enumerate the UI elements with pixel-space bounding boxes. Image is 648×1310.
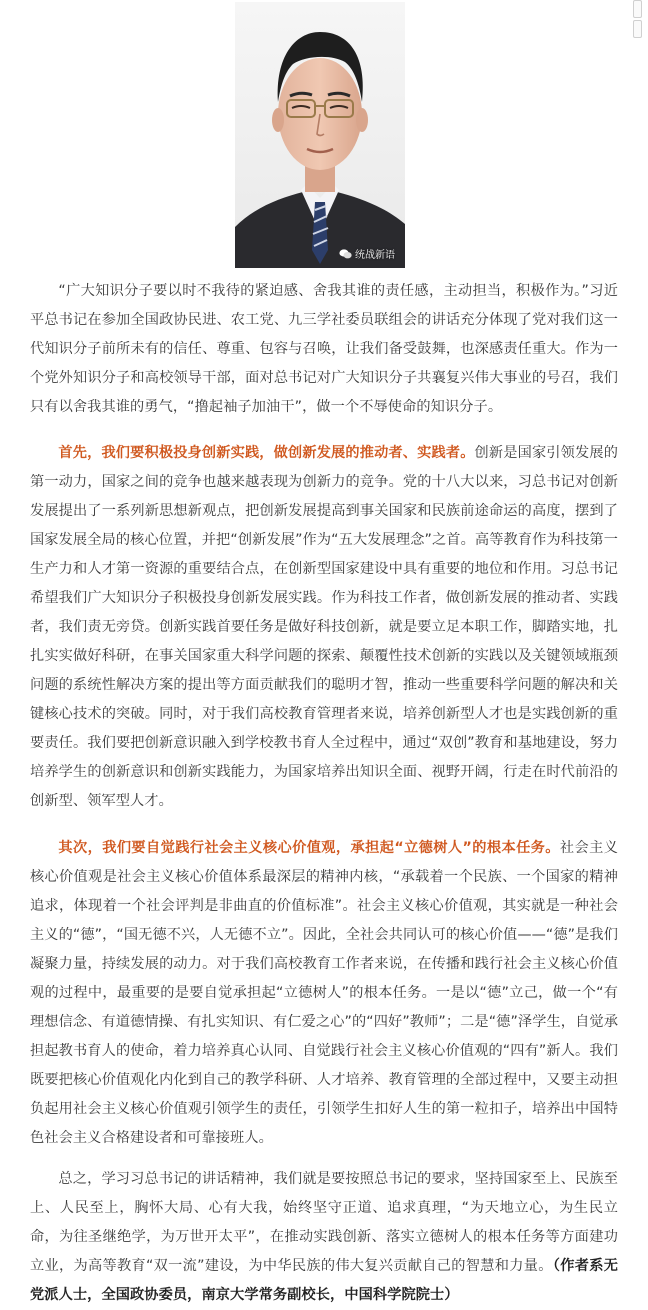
corner-mark-bottom xyxy=(633,20,642,38)
paragraph-text: “广大知识分子要以时不我待的紧迫感、舍我其谁的责任感，主动担当，积极作为。”习近平总书记在参加全国政协民进、农工党、九三学社委员联组会的讲话充分体现了党对我们这一代知识分子前所未有的信任、尊重、包容与召唤，让我们备受鼓舞，也深感责任重大。作为一个党外知识分子和高校领导干部，面对总书记对广大知识分子共襄复兴伟大事业的号召，我们只有以舍我其谁的勇气，“撸起袖子加油干”，做一个不辱使命的知识分子。 xyxy=(30,283,618,415)
paragraph-text: 创新是国家引领发展的第一动力，国家之间的竞争也越来越表现为创新力的竞争。党的十八大以来，习总书记对创新发展提出了一系列新思想新观点，把创新发展提高到事关国家和民族前途命运的高度，摆到了国家发展全局的核心位置，并把“创新发展”作为“五大发展理念”之首。高等教育作为科技第一生产力和人才第一资源的重要结合点，在创新型国家建设中具有重要的地位和作用。习总书记希望我们广大知识分子积极投身创新发展实践。作为科技工作者，做创新发展的推动者、实践者，我们责无旁贷。创新实践首要任务是做好科技创新，就是要立足本职工作，脚踏实地，扎扎实实做好科研，在事关国家重大科学问题的探索、颠覆性技术创新的实践以及关键领域瓶颈问题的系统性解决方案的提出等方面贡献我们的聪明才智，推动一些重要科学问题的解决和关键核心技术的突破。同时，对于我们高校教育管理者来说，培养创新型人才也是实践创新的重要责任。我们要把创新意识融入到学校教书育人全过程中，通过“双创”教育和基地建设，努力培养学生的创新意识和创新实践能力，为国家培养出知识全面、视野开阔，行走在时代前沿的创新型、领军型人才。 xyxy=(30,445,618,809)
paragraph-first-point xyxy=(30,439,618,816)
paragraph-second-point xyxy=(30,834,618,1153)
corner-mark-top xyxy=(633,0,642,18)
portrait-illustration xyxy=(235,2,405,268)
portrait-photo xyxy=(235,2,405,268)
paragraph-lead: 其次，我们要自觉践行社会主义核心价值观，承担起“立德树人”的根本任务。 xyxy=(58,840,560,856)
author-note: （作者系无党派人士，全国政协委员，南京大学常务副校长，中国科学院院士） xyxy=(30,1258,618,1303)
paragraph-conclusion xyxy=(30,1165,618,1310)
watermark-text: 统战新语 xyxy=(355,250,395,261)
paragraph-intro xyxy=(30,277,618,422)
watermark xyxy=(339,246,395,261)
paragraph-text: 总之，学习习总书记的讲话精神，我们就是要按照总书记的要求，坚持国家至上、民族至上、人民至上，胸怀大局、心有大我，始终坚守正道、追求真理，“为天地立心，为生民立命，为往圣继绝学，为万世开太平”，在推动实践创新、落实立德树人的根本任务等方面建功立业，为高等教育“双一流”建设，为中华民族的伟大复兴贡献自己的智慧和力量。 xyxy=(30,1171,618,1274)
wechat-icon xyxy=(339,249,352,259)
paragraph-text: 社会主义核心价值观是社会主义核心价值体系最深层的精神内核，“承载着一个民族、一个国家的精神追求，体现着一个社会评判是非曲直的价值标准”。社会主义核心价值观，其实就是一种社会主义的“德”，“国无德不兴，人无德不立”。因此，全社会共同认可的核心价值——“德”是我们凝聚力量，持续发展的动力。对于我们高校教育工作者来说，在传播和践行社会主义核心价值观的过程中，最重要的是要自觉承担起“立德树人”的根本任务。一是以“德”立己，做一个“有理想信念、有道德情操、有扎实知识、有仁爱之心”的“四好”教师”；二是“德”泽学生，自觉承担起教书育人的使命，着力培养真心认同、自觉践行社会主义核心价值观的“四有”新人。我们既要把核心价值观化内化到自己的教学科研、人才培养、教育管理的全部过程中，又要主动担负起用社会主义核心价值观引领学生的责任，引领学生扣好人生的第一粒扣子，培养出中国特色社会主义合格建设者和可靠接班人。 xyxy=(30,840,618,1146)
paragraph-lead: 首先，我们要积极投身创新实践，做创新发展的推动者、实践者。 xyxy=(58,445,475,461)
article-body xyxy=(30,277,618,1310)
